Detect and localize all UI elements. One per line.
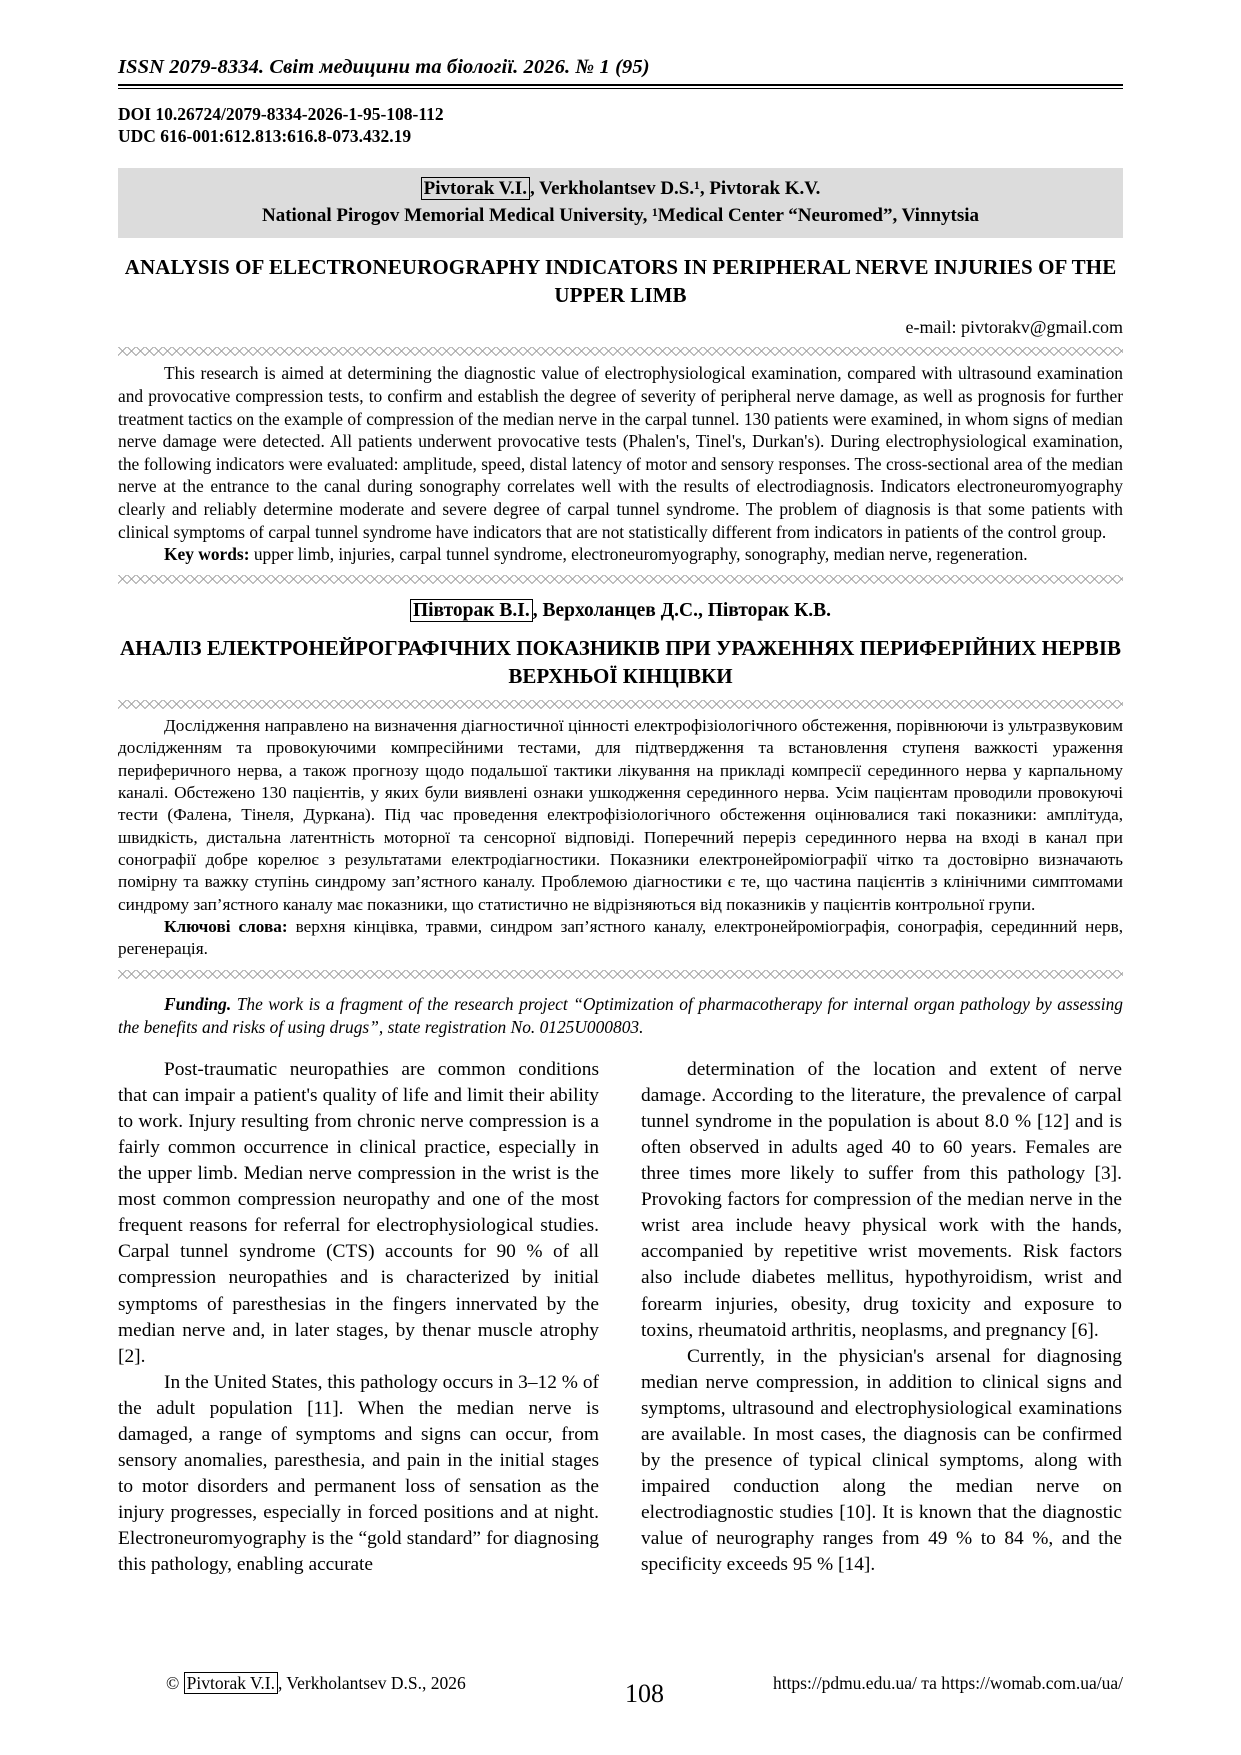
page-title-ua: АНАЛІЗ ЕЛЕКТРОНЕЙРОГРАФІЧНИХ ПОКАЗНИКІВ ПРИ УРАЖЕННЯХ ПЕРИФЕРІЙНИХ НЕРВІВ ВЕРХНЬОЇ КІНЦІВКИ bbox=[120, 635, 1121, 688]
abstract-en-keywords bbox=[118, 543, 1123, 566]
paragraph: Currently, in the physician's arsenal for diagnosing median nerve compression, in addition to clinical signs and symptoms, ultrasound and electrophysiological examinations are available. In most cases, the diagnosis can be confirmed by the presence of typical clinical symptoms, along with impaired conduction along the median nerve on electrodiagnostic studies [10]. It is known that the diagnostic value of neurography ranges from 49 % to 84 %, and the specificity exceeds 95 % [14]. bbox=[641, 1345, 1122, 1576]
wavy-divider-bottom-ua bbox=[118, 970, 1123, 979]
authors-band-en bbox=[118, 168, 1123, 238]
body-columns bbox=[118, 1057, 1123, 1579]
paragraph: Post-traumatic neuropathies are common conditions that can impair a patient's quality of life and limit their ability to work. Injury resulting from chronic nerve compression is a fairly common occurrence in clinical practice, especially in the upper limb. Median nerve compression in the wrist is the most common compression neuropathy and one of the most frequent reasons for referral for electrophysiological studies. Carpal tunnel syndrome (CTS) accounts for 90 % of all compression neuropathies and is characterized by initial symptoms of paresthesias in the fingers innervated by the median nerve and, in later stages, by thenar muscle atrophy [2]. bbox=[118, 1058, 599, 1367]
footer-boxed-author: Pivtorak V.I. bbox=[184, 1672, 278, 1694]
funding-text: The work is a fragment of the research project “Optimization of pharmacotherapy for internal organ pathology by assessing the benefits and risks of using drugs”, state registration No. 0125U000803. bbox=[118, 993, 1123, 1037]
body-right-column bbox=[641, 1057, 1122, 1579]
abstract-en-body: This research is aimed at determining the diagnostic value of electrophysiological examination, compared with ultrasound examination and provocative compression tests, to confirm and establish the degree of severity of peripheral nerve damage, as well as prognosis for further treatment tactics on the example of compression of the median nerve in the carpal tunnel. 130 patients were examined, in whom signs of median nerve damage were detected. All patients underwent provocative tests (Phalen's, Tinel's, Durkan's). During electrophysiological examination, the following indicators were evaluated: amplitude, speed, distal latency of motor and sensory responses. The cross-sectional area of the median nerve at the entrance to the canal during sonography correlates well with the results of electrodiagnosis. Indicators electroneuromyography clearly and reliably determine moderate and severe degree of carpal tunnel syndrome. The problem of diagnosis is that some patients with clinical symptoms of carpal tunnel syndrome have indicators that are not statistically different from indicators in patients of the control group. bbox=[118, 363, 1123, 542]
authors-rest-en: , Verkholantsev D.S.¹, Pivtorak K.V. bbox=[529, 177, 821, 199]
page-footer bbox=[118, 1673, 1123, 1709]
keywords-label-ua: Ключові слова: bbox=[164, 917, 288, 937]
abstract-en bbox=[118, 362, 1123, 566]
footer-copyright-rest: , Verkholantsev D.S., 2026 bbox=[278, 1673, 466, 1693]
wavy-divider-top-en bbox=[118, 347, 1123, 356]
abstract-ua-body: Дослідження направлено на визначення діагностичної цінності електрофізіологічного обстеження, порівнюючи із ультразвуковим дослідженням та провокуючими компресійними тестами, для підтвердження та встановлення ступеня важкості ураження периферичного нерва, а також прогнозу щодо подальшої тактики лікування на прикладі компресії серединного нерва у карпальному каналі. Обстежено 130 пацієнтів, у яких були виявлені ознаки ушкодження серединного нерва. Усім пацієнтам проводили провокуючі тести (Фалена, Тінеля, Дуркана). Під час проведення електрофізіологічного обстеження оцінювалися такі показники: амплітуда, швидкість, дистальна латентність моторної та сенсорної відповіді. Поперечний переріз серединного нерва на вході в канал при сонографії добре корелює з результатами електродіагностики. Показники електронейроміографії чітко та достовірно визначають помірну та важку ступінь синдрому зап’ястного каналу. Проблемою діагностики є те, що частина пацієнтів з клінічними симптомами синдрому зап’ястного каналу має показники, що статистично не відрізняються від показників у пацієнтів контрольної групи. bbox=[118, 715, 1123, 914]
abstract-ua bbox=[118, 715, 1123, 961]
doi-line: DOI 10.26724/2079-8334-2026-1-95-108-112 bbox=[118, 104, 444, 124]
affiliation-en: National Pirogov Memorial Medical University, ¹Medical Center “Neuromed”, Vinnytsia bbox=[261, 205, 980, 227]
header-divider bbox=[118, 84, 1123, 89]
keywords-text-en: upper limb, injuries, carpal tunnel syndrome, electroneuromyography, sonography, median nerve, regeneration. bbox=[253, 544, 1028, 565]
wavy-divider-top-ua bbox=[118, 700, 1123, 709]
authors-line-en bbox=[118, 175, 1123, 203]
body-left-column bbox=[118, 1057, 599, 1579]
paragraph: In the United States, this pathology occurs in 3–12 % of the adult population [11]. When the median nerve is damaged, a range of symptoms and signs can occur, from sensory anomalies, paresthesia, and pain in the initial stages to motor disorders and permanent loss of sensation as the injury progresses, especially in forced positions and at night. Electroneuromyography is the “gold standard” for diagnosing this pathology, enabling accurate bbox=[118, 1371, 599, 1576]
udc-line: UDC 616-001:612.813:616.8-073.432.19 bbox=[118, 126, 412, 147]
author-email: e-mail: pivtorakv@gmail.com bbox=[905, 317, 1123, 338]
copyright-icon: © bbox=[166, 1673, 180, 1693]
footer-copyright bbox=[118, 1673, 566, 1694]
authors-line-ua bbox=[118, 600, 1123, 622]
keywords-label-en: Key words: bbox=[164, 544, 250, 565]
funding-label: Funding. bbox=[164, 993, 232, 1014]
boxed-author-ua: Півторак В.І. bbox=[410, 599, 533, 622]
footer-urls: https://pdmu.edu.ua/ та https://womab.com.ua/ua/ bbox=[772, 1673, 1123, 1693]
wavy-divider-bottom-en bbox=[118, 575, 1123, 584]
funding-note bbox=[118, 993, 1123, 1039]
funding-paragraph bbox=[118, 993, 1123, 1039]
page-number: 108 bbox=[625, 1679, 664, 1708]
journal-header-line: ISSN 2079-8334. Світ медицини та біології. 2026. № 1 (95) bbox=[118, 56, 650, 78]
boxed-author-en: Pivtorak V.I. bbox=[421, 177, 530, 200]
abstract-ua-keywords bbox=[118, 916, 1123, 961]
keywords-text-ua: верхня кінцівка, травми, синдром зап’ястного каналу, електронейроміографія, сонографія, серединний нерв, регенерація. bbox=[118, 917, 1124, 959]
paragraph: determination of the location and extent of nerve damage. According to the literature, the prevalence of carpal tunnel syndrome in the population is about 8.0 % [12] and is often observed in adults aged 40 to 60 years. Females are three times more likely to suffer from this pathology [3]. Provoking factors for compression of the median nerve in the wrist area include heavy physical work with the hands, accompanied by repetitive wrist movements. Risk factors also include diabetes mellitus, hypothyroidism, wrist and forearm injuries, obesity, drug toxicity and exposure to toxins, rheumatoid arthritis, neoplasms, and pregnancy [6]. bbox=[641, 1058, 1122, 1341]
page-title-en: ANALYSIS OF ELECTRONEUROGRAPHY INDICATORS IN PERIPHERAL NERVE INJURIES OF THE UPPER LIMB bbox=[124, 254, 1117, 307]
authors-rest-ua: , Верхоланцев Д.С., Півторак К.В. bbox=[532, 599, 832, 621]
